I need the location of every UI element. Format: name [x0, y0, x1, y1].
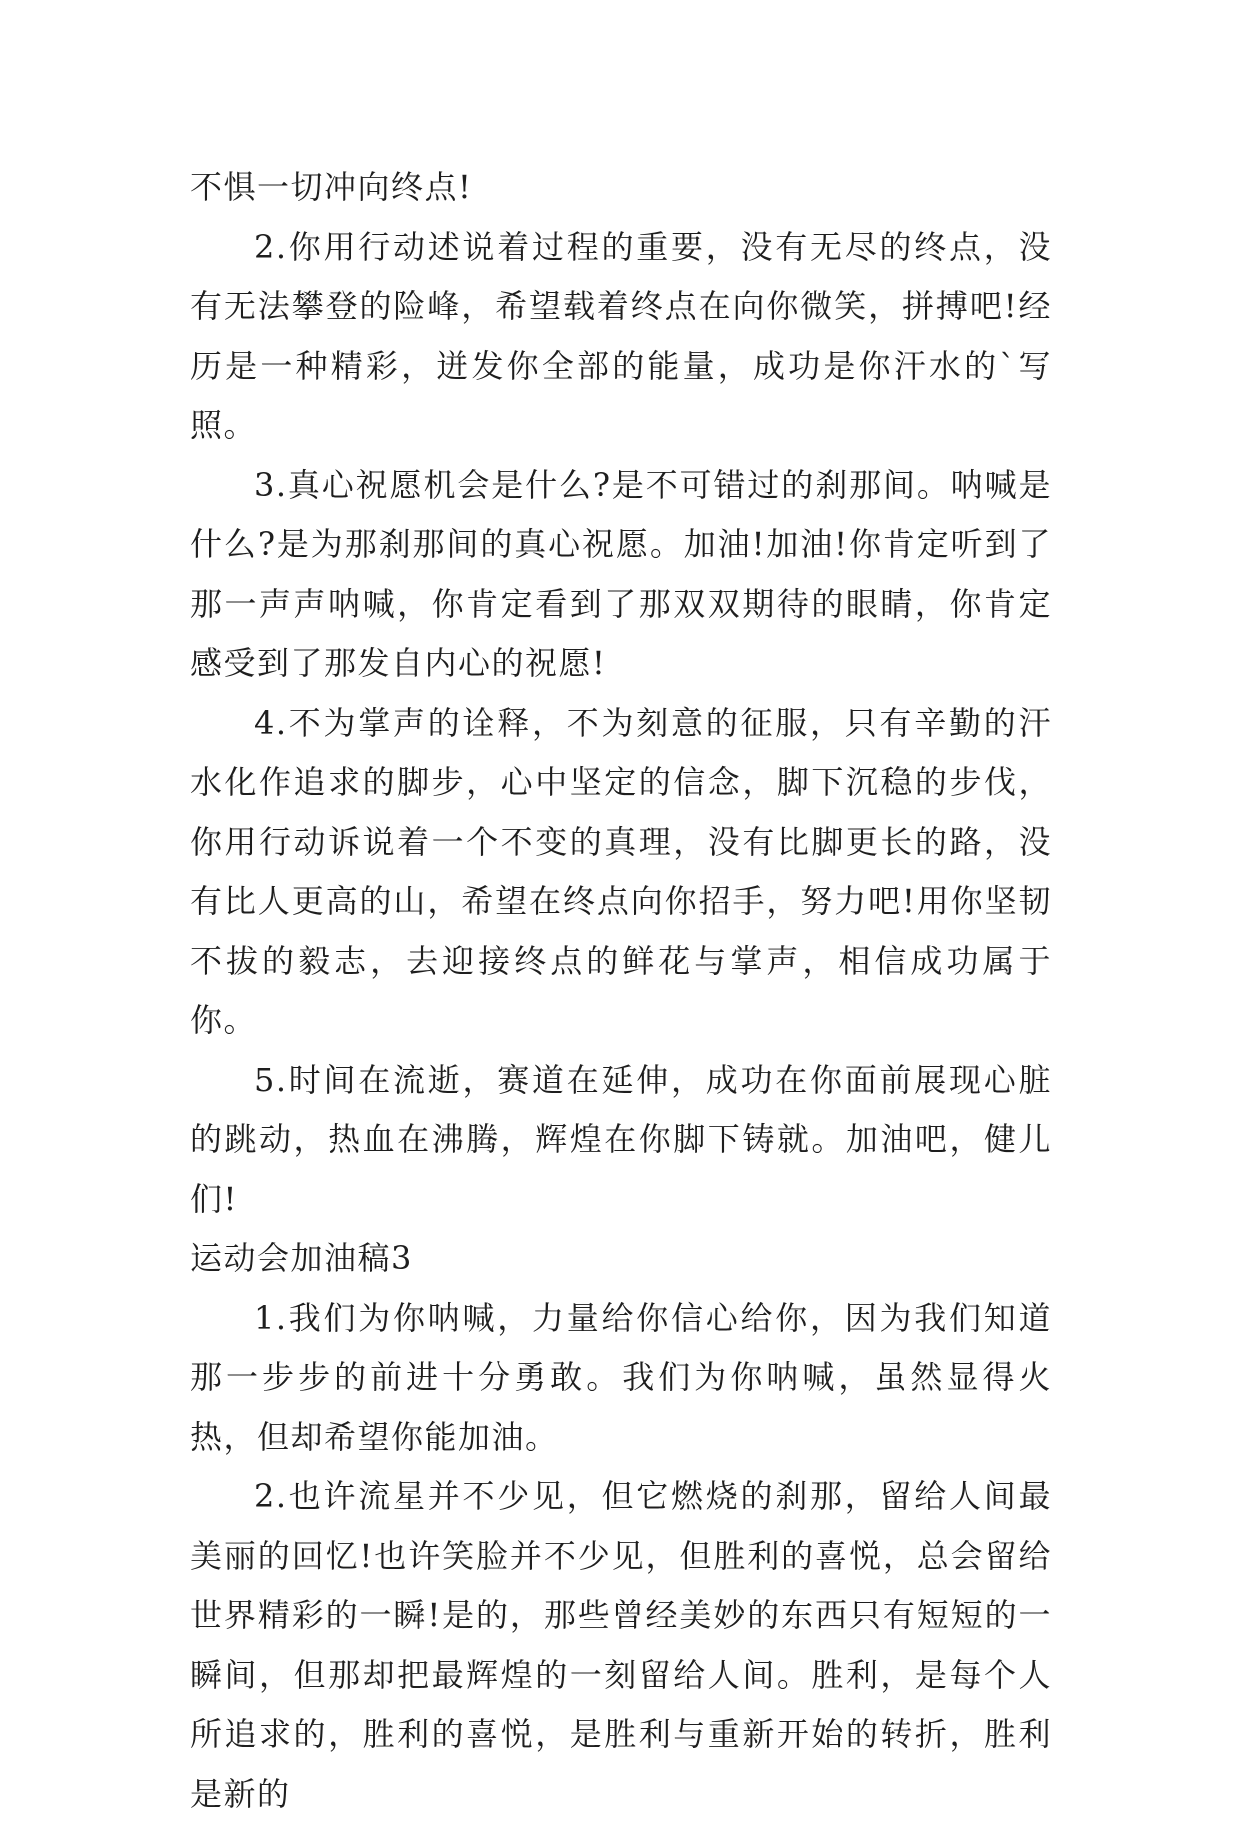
paragraph-item-4: 4.不为掌声的诠释，不为刻意的征服，只有辛勤的汗水化作追求的脚步，心中坚定的信念，脚下沉稳的步伐，你用行动诉说着一个不变的真理，没有比脚更长的路，没有比人更高的山，希望在终点向你招手，努力吧!用你坚韧不拔的毅志，去迎接终点的鲜花与掌声，相信成功属于你。: [190, 703, 1052, 1039]
section-paragraph-item-1: 1.我们为你呐喊，力量给你信心给你，因为我们知道那一步步的前进十分勇敢。我们为你呐喊，虽然显得火热，但却希望你能加油。: [190, 1298, 1052, 1456]
paragraph-item-3: 3.真心祝愿机会是什么?是不可错过的刹那间。呐喊是什么?是为那刹那间的真心祝愿。加油!加油!你肯定听到了那一声声呐喊，你肯定看到了那双双期待的眼睛，你肯定感受到了那发自内心的祝愿!: [190, 465, 1052, 682]
document-body: [190, 158, 1052, 1824]
section-paragraph-item-2: 2.也许流星并不少见，但它燃烧的刹那，留给人间最美丽的回忆!也许笑脸并不少见，但胜利的喜悦，总会留给世界精彩的一瞬!是的，那些曾经美妙的东西只有短短的一瞬间，但那却把最辉煌的一刻留给人间。胜利，是每个人所追求的，胜利的喜悦，是胜利与重新开始的转折，胜利是新的: [190, 1477, 1052, 1813]
paragraph-continuation: 不惧一切冲向终点!: [190, 168, 473, 206]
paragraph-item-2: 2.你用行动述说着过程的重要，没有无尽的终点，没有无法攀登的险峰，希望载着终点在向你微笑，拼搏吧!经历是一种精彩，迸发你全部的能量，成功是你汗水的`写照。: [190, 227, 1052, 444]
paragraph-item-5: 5.时间在流逝，赛道在延伸，成功在你面前展现心脏的跳动，热血在沸腾，辉煌在你脚下铸就。加油吧，健儿们!: [190, 1060, 1052, 1218]
section-title: 运动会加油稿3: [190, 1239, 413, 1277]
